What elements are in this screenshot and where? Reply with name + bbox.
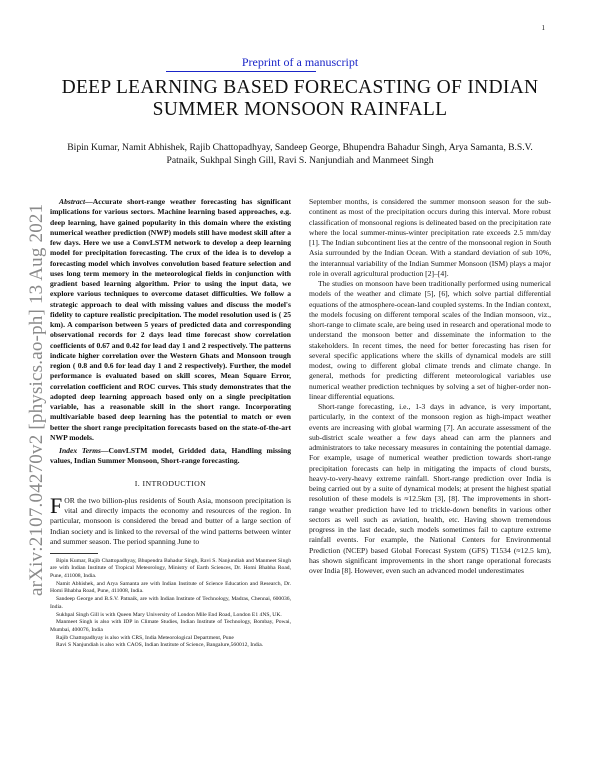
index-terms — [50, 446, 291, 467]
intro-paragraph — [50, 492, 291, 547]
abstract-text: —Accurate short-range weather forecasting has significant implications for various sectors. Machine learning based approaches, e.g. deep learning, have gained popularity in this domain where the existing numerical weather prediction (NWP) models still have modest skill after a few days. Here we use a ConvLSTM network to develop a deep learning model for precipitation forecasting. The crux of the idea is to develop a forecasting model which involves convolution based feature selection and uses long term memory in the meteorological fields in conjunction with gradient based learning algorithm. Prior to using the input data, we explore various techniques to overcome dataset difficulties. We follow a strategic approach to deal with missing values and discuss the model's fidelity to capture realistic precipitation. The model resolution used is ( 25 km). A comparison between 5 years of predicted data and corresponding observational records for 2 days lead time forecast show correlation coefficients of 0.67 and 0.42 for lead day 1 and 2 respectively. The patterns indicate higher correlation over the Western Ghats and Monsoon trough region ( 0.8 and 0.6 for lead day 1 and 2 respectively). Further, the model performance is evaluated based on skill scores, Mean Square Error, correlation coefficient and ROC curves. This study demonstrates that the adopted deep learning approach based only on a single precipitation variable, has a reasonable skill in the short range. Incorporating multivariable based deep learning has the potential to match or even better the short range precipitation forecasts based on the state-of-the-art NWP models. — [50, 197, 291, 442]
footnote: Sukhpal Singh Gill is with Queen Mary University of London Mile End Road, London E1 4NS, UK. — [56, 611, 282, 618]
index-terms-label: Index Terms — [59, 446, 101, 455]
right-column — [309, 197, 551, 576]
left-column — [50, 197, 291, 650]
body-paragraph: September months, is considered the summer monsoon season for the sub-continent as most of the precipitation occurs during this interval. More robust classification of monsoonal regions is delineated based on the precipitation rate where the local summer-minus-winter precipitation rate exceeds 2.5 mm/day [1]. The Indian subcontinent lies at the centre of the monsoonal region in South Asia surrounded by the Indian Ocean. With a standard deviation of sub 10%, the interannual variability of the Indian Summer Monsoon (ISM) plays a major role in overall agricultural production [2]–[4]. — [309, 197, 551, 278]
footnote: Namit Abhishek, and Arya Samanta are with Indian Institute of Science Education and Research, Dr. Homi Bhabha Road, Pune, 411008, India. — [50, 580, 291, 595]
drop-cap: F — [50, 492, 63, 518]
footnote: Ravi S Nanjundiah is also with CAOS, Indian Institute of Science, Bangalure,560012, India. — [56, 642, 264, 649]
preprint-link[interactable]: Preprint of a manuscript — [241, 55, 359, 69]
footnote: Manmeet Singh is also with IDP in Climate Studies, Indian Institute of Technology, Bombay, Powai, Mumbai, 400076, India — [50, 619, 291, 633]
intro-paragraph-text: OR the two billion-plus residents of South Asia, monsoon precipitation is vital and directly impacts the economy and resources of the region. In particular, monsoon is considered the bread and butter of a large section of Indian society and is linked to the reversal of the wind patterns between winter and summer season. The period spanning June to — [50, 495, 291, 546]
arxiv-stamp: arXiv:2107.04270v2 [physics.ao-ph] 13 Aug 2021 — [26, 203, 47, 596]
page-number: 1 — [541, 24, 545, 32]
footnote: Rajib Chattopadhyay is also with CRS, India Meteorological Department, Pune — [56, 634, 234, 641]
index-terms-text: —ConvLSTM model, Gridded data, Handling missing values, Indian Summer Monsoon, Short-range forecasting. — [50, 446, 292, 466]
abstract — [50, 197, 291, 443]
footnote-rule — [50, 553, 98, 554]
paper-title: DEEP LEARNING BASED FORECASTING OF INDIAN SUMMER MONSOON RAINFALL — [61, 77, 539, 120]
body-paragraph: Short-range forecasting, i.e., 1-3 days in advance, is very important, particularly, in the context of the monsoon region as high-impact weather events are increasing with global warming [7]. An accurate assessment of the sub-district scale weather a few days ahead can arm the planners and administrators to take necessary measures in containing the potential damage. For example, usage of numerical weather prediction towards short-range precipitation forecasts can help in mitigating the impacts of cloud bursts, heavy-to-very-heavy extreme rainfall. Short-range prediction over India is being carried out by a suite of dynamical models; at present the highest spatial resolution of these models is ≈12.5km [3], [8]. The improvements in short-range weather prediction have led to trickle-down benefits in various other sectors as well such as aviation, health, etc. Having shown tremendous progress in the last decade, such models sometimes fail to capture extreme rainfall events. For example, the National Centers for Environmental Prediction (NCEP) based Global Forecast System (GFS) T1534 (≈12.5 km), has shown significant improvements in the short range operational forecasts over India [8]. However, even such an advanced model underestimates — [309, 402, 551, 575]
abstract-label: Abstract — [59, 197, 86, 206]
section-heading: I. INTRODUCTION — [134, 478, 207, 488]
author-list: Bipin Kumar, Namit Abhishek, Rajib Chattopadhyay, Sandeep George, Bhupendra Bahadur Singh, Arya Samanta, B.S.V. Patnaik, Sukhpal Singh Gill, Ravi S. Nanjundiah and Manmeet Singh — [67, 142, 533, 166]
preprint-link-underline — [166, 71, 316, 72]
body-paragraph: The studies on monsoon have been traditionally performed using numerical models of the weather and climate [5], [6], which solve partial differential equations of the atmosphere-ocean-land coupled systems. In the Indian context, the models focusing on different temporal scales of the Indian monsoon, viz., short-range to climate scale, are being used in research and operational mode to understand the monsoon better and disseminate the information to the stakeholders. In recent times, the need for better forecasting has risen for several specific applications where the skills of dynamical models are still modest, owing to different global climate trends and climate change. In general, methods for predicting different meteorological variables use numerical weather prediction techniques by solving a set of higher-order non-linear differential equations. — [309, 279, 551, 401]
footnote: Bipin Kumar, Rajib Chattopadhyay, Bhupendra Bahadur Singh, Ravi S. Nanjundiah and Manmeet Singh are with Indian Institute of Tropical Meteorology, Ministry of Earth Sciences, Dr. Homi Bhabha Road, Pune, 411008, India. — [50, 557, 291, 579]
affiliation-footnotes — [50, 558, 291, 650]
footnote: Sandeep George and B.S.V. Patnaik, are with Indian Institute of Technology, Madras, Chennai, 600036, India. — [50, 596, 291, 610]
